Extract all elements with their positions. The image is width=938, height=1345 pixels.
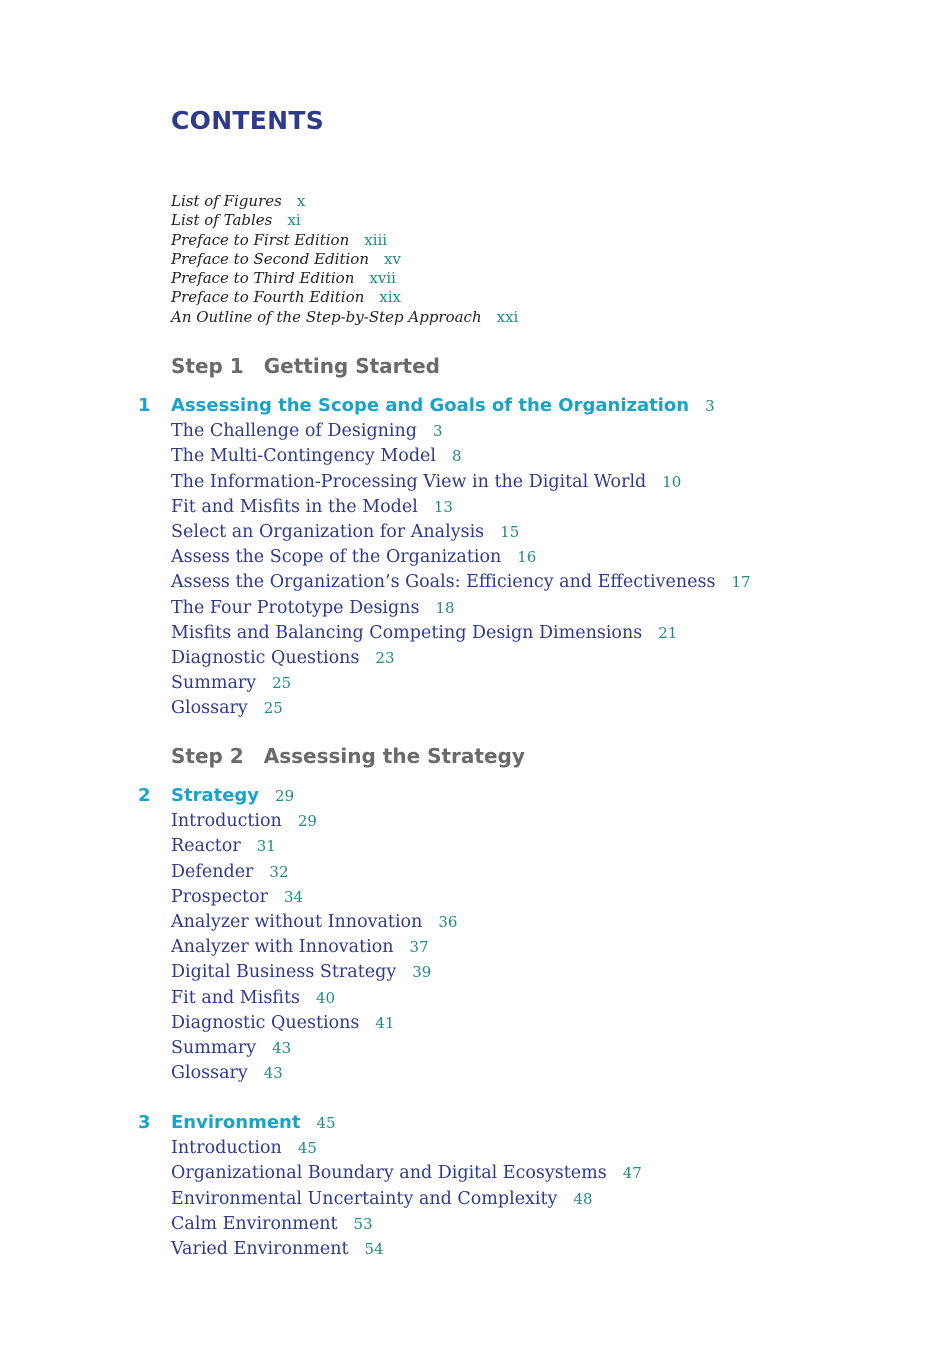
step-label: Step 2 [171,744,244,768]
section-page: 3 [432,422,443,441]
step-label: Step 1 [171,354,244,378]
section-title: Prospector [171,886,268,907]
section-title: Defender [171,861,254,882]
section-page: 41 [375,1013,395,1032]
front-matter-list [171,192,518,327]
front-matter-title: Preface to Third Edition [171,269,355,288]
section-title: The Multi-Contingency Model [171,446,436,467]
section-item[interactable] [171,885,457,910]
front-matter-title: List of Tables [171,211,273,230]
front-matter-page: xv [384,249,401,268]
front-matter-title: Preface to Fourth Edition [171,288,365,307]
front-matter-item[interactable] [171,231,518,250]
section-title: Assess the Organization’s Goals: Efficiency and Effectiveness [171,572,716,593]
section-list [171,1136,642,1262]
section-title: Fit and Misfits [171,987,300,1008]
section-page: 48 [573,1189,593,1208]
front-matter-item[interactable] [171,308,518,327]
section-title: Diagnostic Questions [171,647,360,668]
section-item[interactable] [171,596,751,621]
section-page: 40 [316,988,336,1007]
section-page: 25 [263,699,283,718]
section-item[interactable] [171,444,751,469]
chapter-number: 1 [138,395,151,416]
section-page: 45 [297,1139,317,1158]
section-page: 23 [375,648,395,667]
section-list [171,419,751,721]
chapter-page: 3 [705,397,715,415]
section-title: Introduction [171,1138,282,1159]
section-title: Introduction [171,811,282,832]
section-item[interactable] [171,671,751,696]
section-title: Organizational Boundary and Digital Ecosystems [171,1163,607,1184]
section-item[interactable] [171,570,751,595]
section-item[interactable] [171,1036,457,1061]
section-item[interactable] [171,470,751,495]
front-matter-title: An Outline of the Step-by-Step Approach [171,307,482,326]
section-title: The Information-Processing View in the Digital World [171,471,647,492]
front-matter-item[interactable] [171,250,518,269]
front-matter-page: xxi [496,307,519,326]
front-matter-title: List of Figures [171,192,282,210]
section-title: Summary [171,1037,257,1058]
chapter-title-link[interactable] [171,394,715,418]
section-page: 37 [409,938,429,957]
section-page: 43 [272,1038,292,1057]
section-page: 32 [269,862,289,881]
front-matter-title: Preface to First Edition [171,230,350,249]
front-matter-item[interactable] [171,211,518,230]
front-matter-item[interactable] [171,269,518,288]
front-matter-page: xiii [364,230,388,249]
section-title: Misfits and Balancing Competing Design Dimensions [171,622,643,643]
section-page: 47 [622,1164,642,1183]
chapter-number: 2 [138,785,151,806]
section-title: Analyzer with Innovation [171,937,394,958]
chapter-title-link[interactable] [171,1111,336,1135]
section-page: 53 [353,1214,373,1233]
section-page: 18 [435,598,455,617]
section-title: Summary [171,673,257,694]
section-item[interactable] [171,495,751,520]
section-item[interactable] [171,986,457,1011]
section-title: Glossary [171,1063,248,1084]
section-title: Fit and Misfits in the Model [171,496,418,517]
front-matter-page: x [296,192,306,210]
section-item[interactable] [171,419,751,444]
step-2-heading [171,744,525,768]
section-title: Environmental Uncertainty and Complexity [171,1188,558,1209]
section-page: 29 [297,812,317,831]
front-matter-item[interactable] [171,288,518,307]
section-item[interactable] [171,1187,642,1212]
section-title: The Four Prototype Designs [171,597,420,618]
section-item[interactable] [171,1212,642,1237]
section-title: Varied Environment [171,1238,349,1259]
section-page: 8 [451,447,462,466]
section-item[interactable] [171,696,751,721]
section-page: 15 [500,522,520,541]
section-title: Select an Organization for Analysis [171,521,485,542]
section-page: 10 [662,472,682,491]
chapter-title: Assessing the Scope and Goals of the Organization [171,395,690,416]
section-page: 34 [283,887,304,906]
chapter-page: 45 [316,1114,336,1132]
section-page: 17 [731,573,751,592]
step-title: Getting Started [263,354,440,378]
section-list [171,809,457,1086]
section-item[interactable] [171,621,751,646]
front-matter-title: Preface to Second Edition [171,249,369,268]
section-item[interactable] [171,910,457,935]
section-title: Calm Environment [171,1213,338,1234]
section-item[interactable] [171,520,751,545]
section-title: Reactor [171,836,241,857]
section-page: 25 [272,674,292,693]
section-page: 54 [364,1239,384,1258]
section-title: Digital Business Strategy [171,962,397,983]
chapter-title-link[interactable] [171,784,294,808]
front-matter-page: xi [287,211,301,230]
section-item[interactable] [171,646,751,671]
section-item[interactable] [171,545,751,570]
section-title: Assess the Scope of the Organization [171,547,502,568]
section-page: 13 [433,497,453,516]
section-item[interactable] [171,960,457,985]
section-page: 16 [517,548,537,567]
chapter-number: 3 [138,1112,151,1133]
chapter-title: Strategy [171,785,260,806]
chapter-title: Environment [171,1112,301,1133]
section-page: 43 [263,1064,283,1083]
front-matter-page: xvii [369,269,396,288]
section-title: Analyzer without Innovation [171,911,423,932]
step-title: Assessing the Strategy [263,744,525,768]
section-title: The Challenge of Designing [171,421,417,442]
section-item[interactable] [171,1161,642,1186]
step-1-heading [171,354,440,378]
section-item[interactable] [171,1011,457,1036]
section-page: 31 [256,837,276,856]
section-item[interactable] [171,1136,642,1161]
section-item[interactable] [171,860,457,885]
front-matter-item[interactable] [171,192,518,211]
front-matter-page: xix [379,288,401,307]
section-item[interactable] [171,1061,457,1086]
section-page: 21 [658,623,678,642]
section-item[interactable] [171,1237,642,1262]
section-item[interactable] [171,809,457,834]
section-title: Diagnostic Questions [171,1012,360,1033]
page-title: CONTENTS [171,106,325,135]
section-page: 39 [412,963,432,982]
section-item[interactable] [171,935,457,960]
chapter-page: 29 [275,787,295,805]
section-title: Glossary [171,698,248,719]
section-page: 36 [438,912,458,931]
section-item[interactable] [171,834,457,859]
